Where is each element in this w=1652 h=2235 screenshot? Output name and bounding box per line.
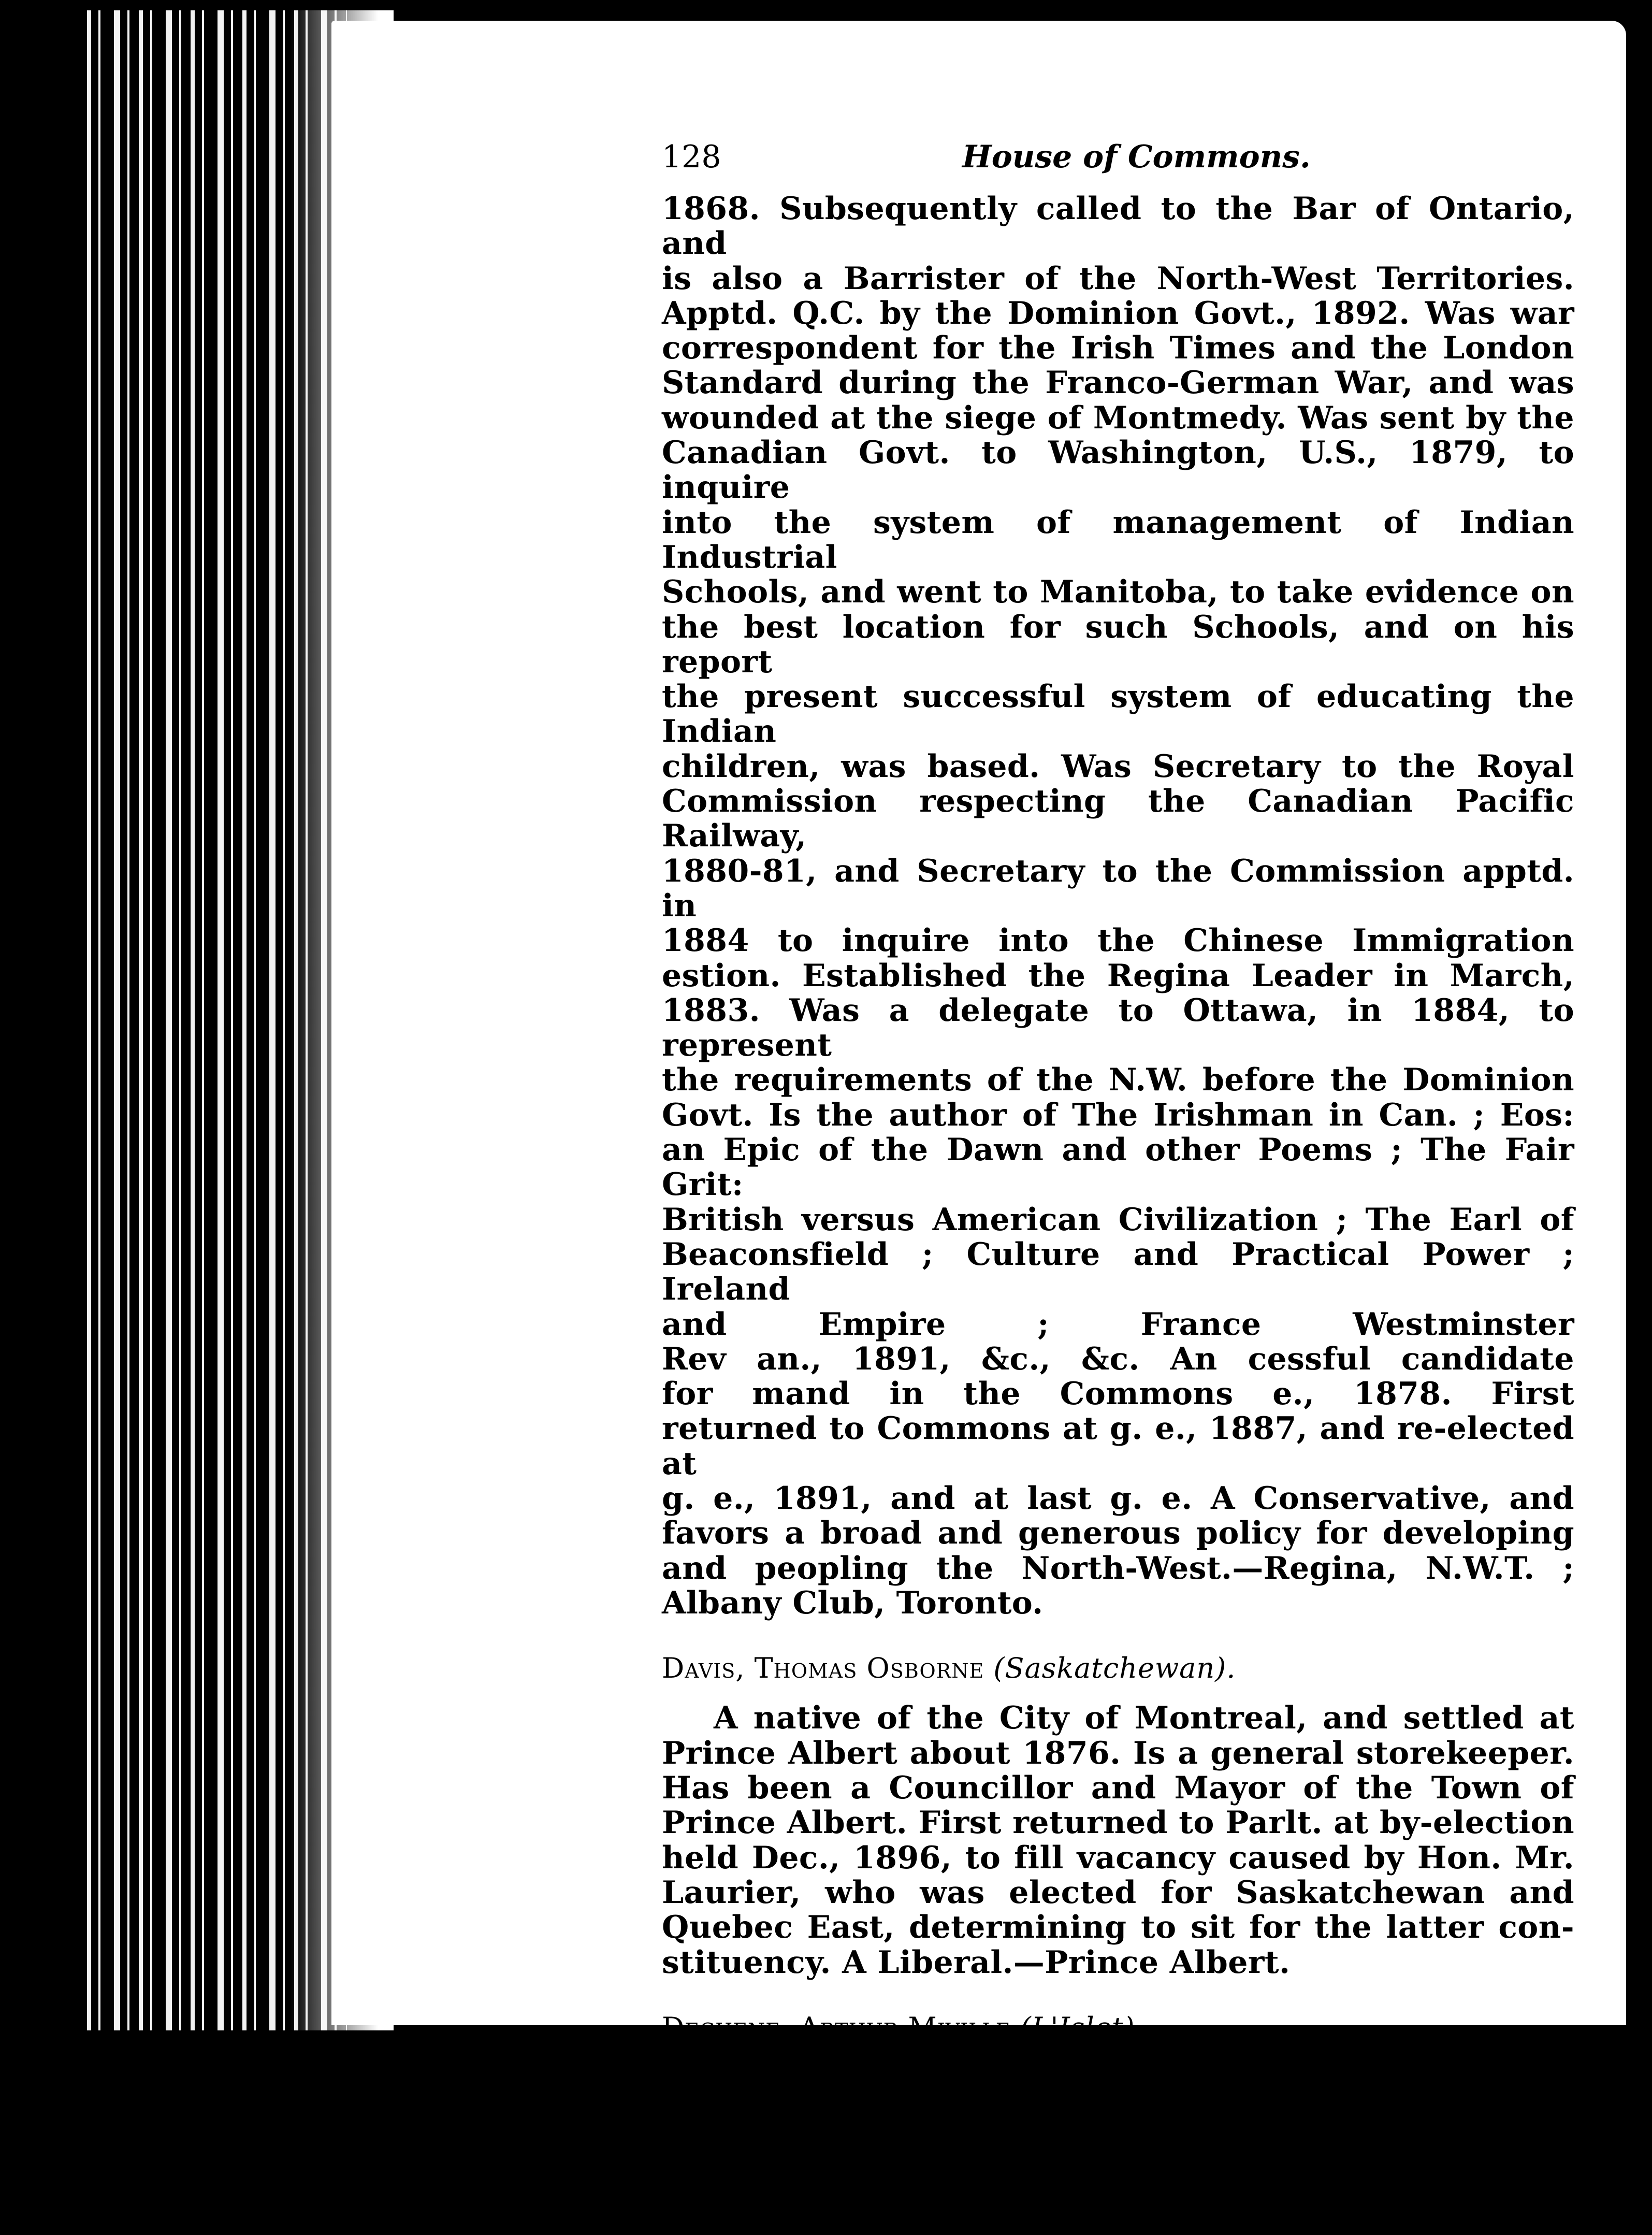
text-line: Albany Club, Toronto. [662,1584,1044,1621]
text-line: the requirements of the N.W. before the Dominion [662,1062,1574,1099]
entry-continuation [662,192,1574,1621]
text-line: Commission respecting the Canadian Pacific Railway, [662,783,1574,855]
text-line: L'Islet in Leg. Assem., Prov. of Quebec. B., 1848. [662,2094,1574,2131]
text-line: Beaconsfield ; Culture and Practical Power ; Ireland [662,1236,1574,1308]
text-line: Laurier, who was elected for Saskatchewan and [662,1874,1574,1911]
text-line: a lumber merchant. First returned to Parlt. at g. e., [662,2164,1574,2201]
text-line: is also a Barrister of the North-West Territories. [662,260,1574,297]
text-line: Brother to Gilbert Miville Dechene, M.P.P. for [714,2059,1574,2096]
text-line: 1883. Was a delegate to Ottawa, in 1884, to represent [662,992,1574,1064]
text-line: Quebec East, determining to sit for the latter con- [662,1909,1574,1946]
text-line: children, was based. Was Secretary to the Royal [662,748,1574,785]
text-line: into the system of management of Indian Industrial [662,504,1574,575]
text-line: 1896. A Liberal.—Village des Aulnaies, P.Q. [662,2199,1418,2235]
text-line: Apptd. Q.C. by the Dominion Govt., 1892. Was war [662,295,1574,331]
text-line: favors a broad and generous policy for developing [662,1515,1574,1552]
text-line: estion. Established the Regina Leader in March, [662,957,1574,994]
entry-constituency: (Saskatchewan). [993,1652,1236,1685]
text-line: and peopling the North-West.—Regina, N.W.T. ; [662,1550,1574,1587]
page-text-block [662,135,1574,2235]
text-line: A native of the City of Montreal, and settled at [714,1700,1574,1737]
text-line: Rev an., 1891, &c., &c. An cessful candidate [662,1340,1574,1377]
entry-heading-dechene [662,2010,1574,2045]
running-head: House of Commons. [962,139,1311,175]
page-gutter-shadow [290,10,394,2030]
entry-body-davis [662,1701,1574,1980]
text-line: wounded at the siege of Montmedy. Was sent by the [662,399,1574,436]
text-line: held Dec., 1896, to fill vacancy caused by Hon. Mr. [662,1839,1574,1876]
text-line: 1884 to inquire into the Chinese Immigration [662,922,1574,959]
text-line: Canadian Govt. to Washington, U.S., 1879, to inquire [662,435,1574,506]
entry-name: Dechene, Arthur Miville [662,2011,1011,2044]
text-line: an Epic of the Dawn and other Poems ; The Fair Grit: [662,1132,1574,1203]
text-line: the present successful system of educating the Indian [662,679,1574,750]
text-line: and Empire ; France Westminster [662,1306,1574,1343]
text-line: the best location for such Schools, and on his report [662,609,1574,680]
text-line: 1868. Subsequently called to the Bar of Ontario, and [662,191,1574,262]
text-line: British versus American Civilization ; The Earl of [662,1201,1574,1238]
text-line: g. e., 1891, and at last g. e. A Conservative, and [662,1480,1574,1517]
entry-name: Davis, Thomas Osborne [662,1652,984,1685]
text-line: Standard during the Franco-German War, and was [662,365,1574,401]
text-line: Has been a Councillor and Mayor of the Town of [662,1770,1574,1807]
text-line: Govt. Is the author of The Irishman in Can. ; Eos: [662,1097,1574,1133]
text-line: Prince Albert. First returned to Parlt. at by-election [662,1805,1574,1841]
entry-body-dechene [662,2060,1574,2234]
text-line: correspondent for the Irish Times and the London [662,330,1574,367]
text-line: Prince Albert about 1876. Is a general storekeeper. [662,1735,1574,1771]
entry-constituency: (L'Islet). [1020,2011,1144,2044]
text-line: Ed. in Ste. Anne's Coll. M., 1891, Aurore Ouillet. Is [662,2129,1574,2166]
text-line: 1880-81, and Secretary to the Commission apptd. in [662,853,1574,924]
text-line: stituency. A Liberal.—Prince Albert. [662,1944,1291,1981]
text-line: Schools, and went to Manitoba, to take evidence on [662,574,1574,611]
page-header [662,135,1574,192]
text-line: for mand in the Commons e., 1878. First [662,1376,1574,1412]
page-number: 128 [662,139,721,175]
entry-heading-davis [662,1651,1574,1685]
text-line: returned to Commons at g. e., 1887, and re-elected at [662,1410,1574,1482]
